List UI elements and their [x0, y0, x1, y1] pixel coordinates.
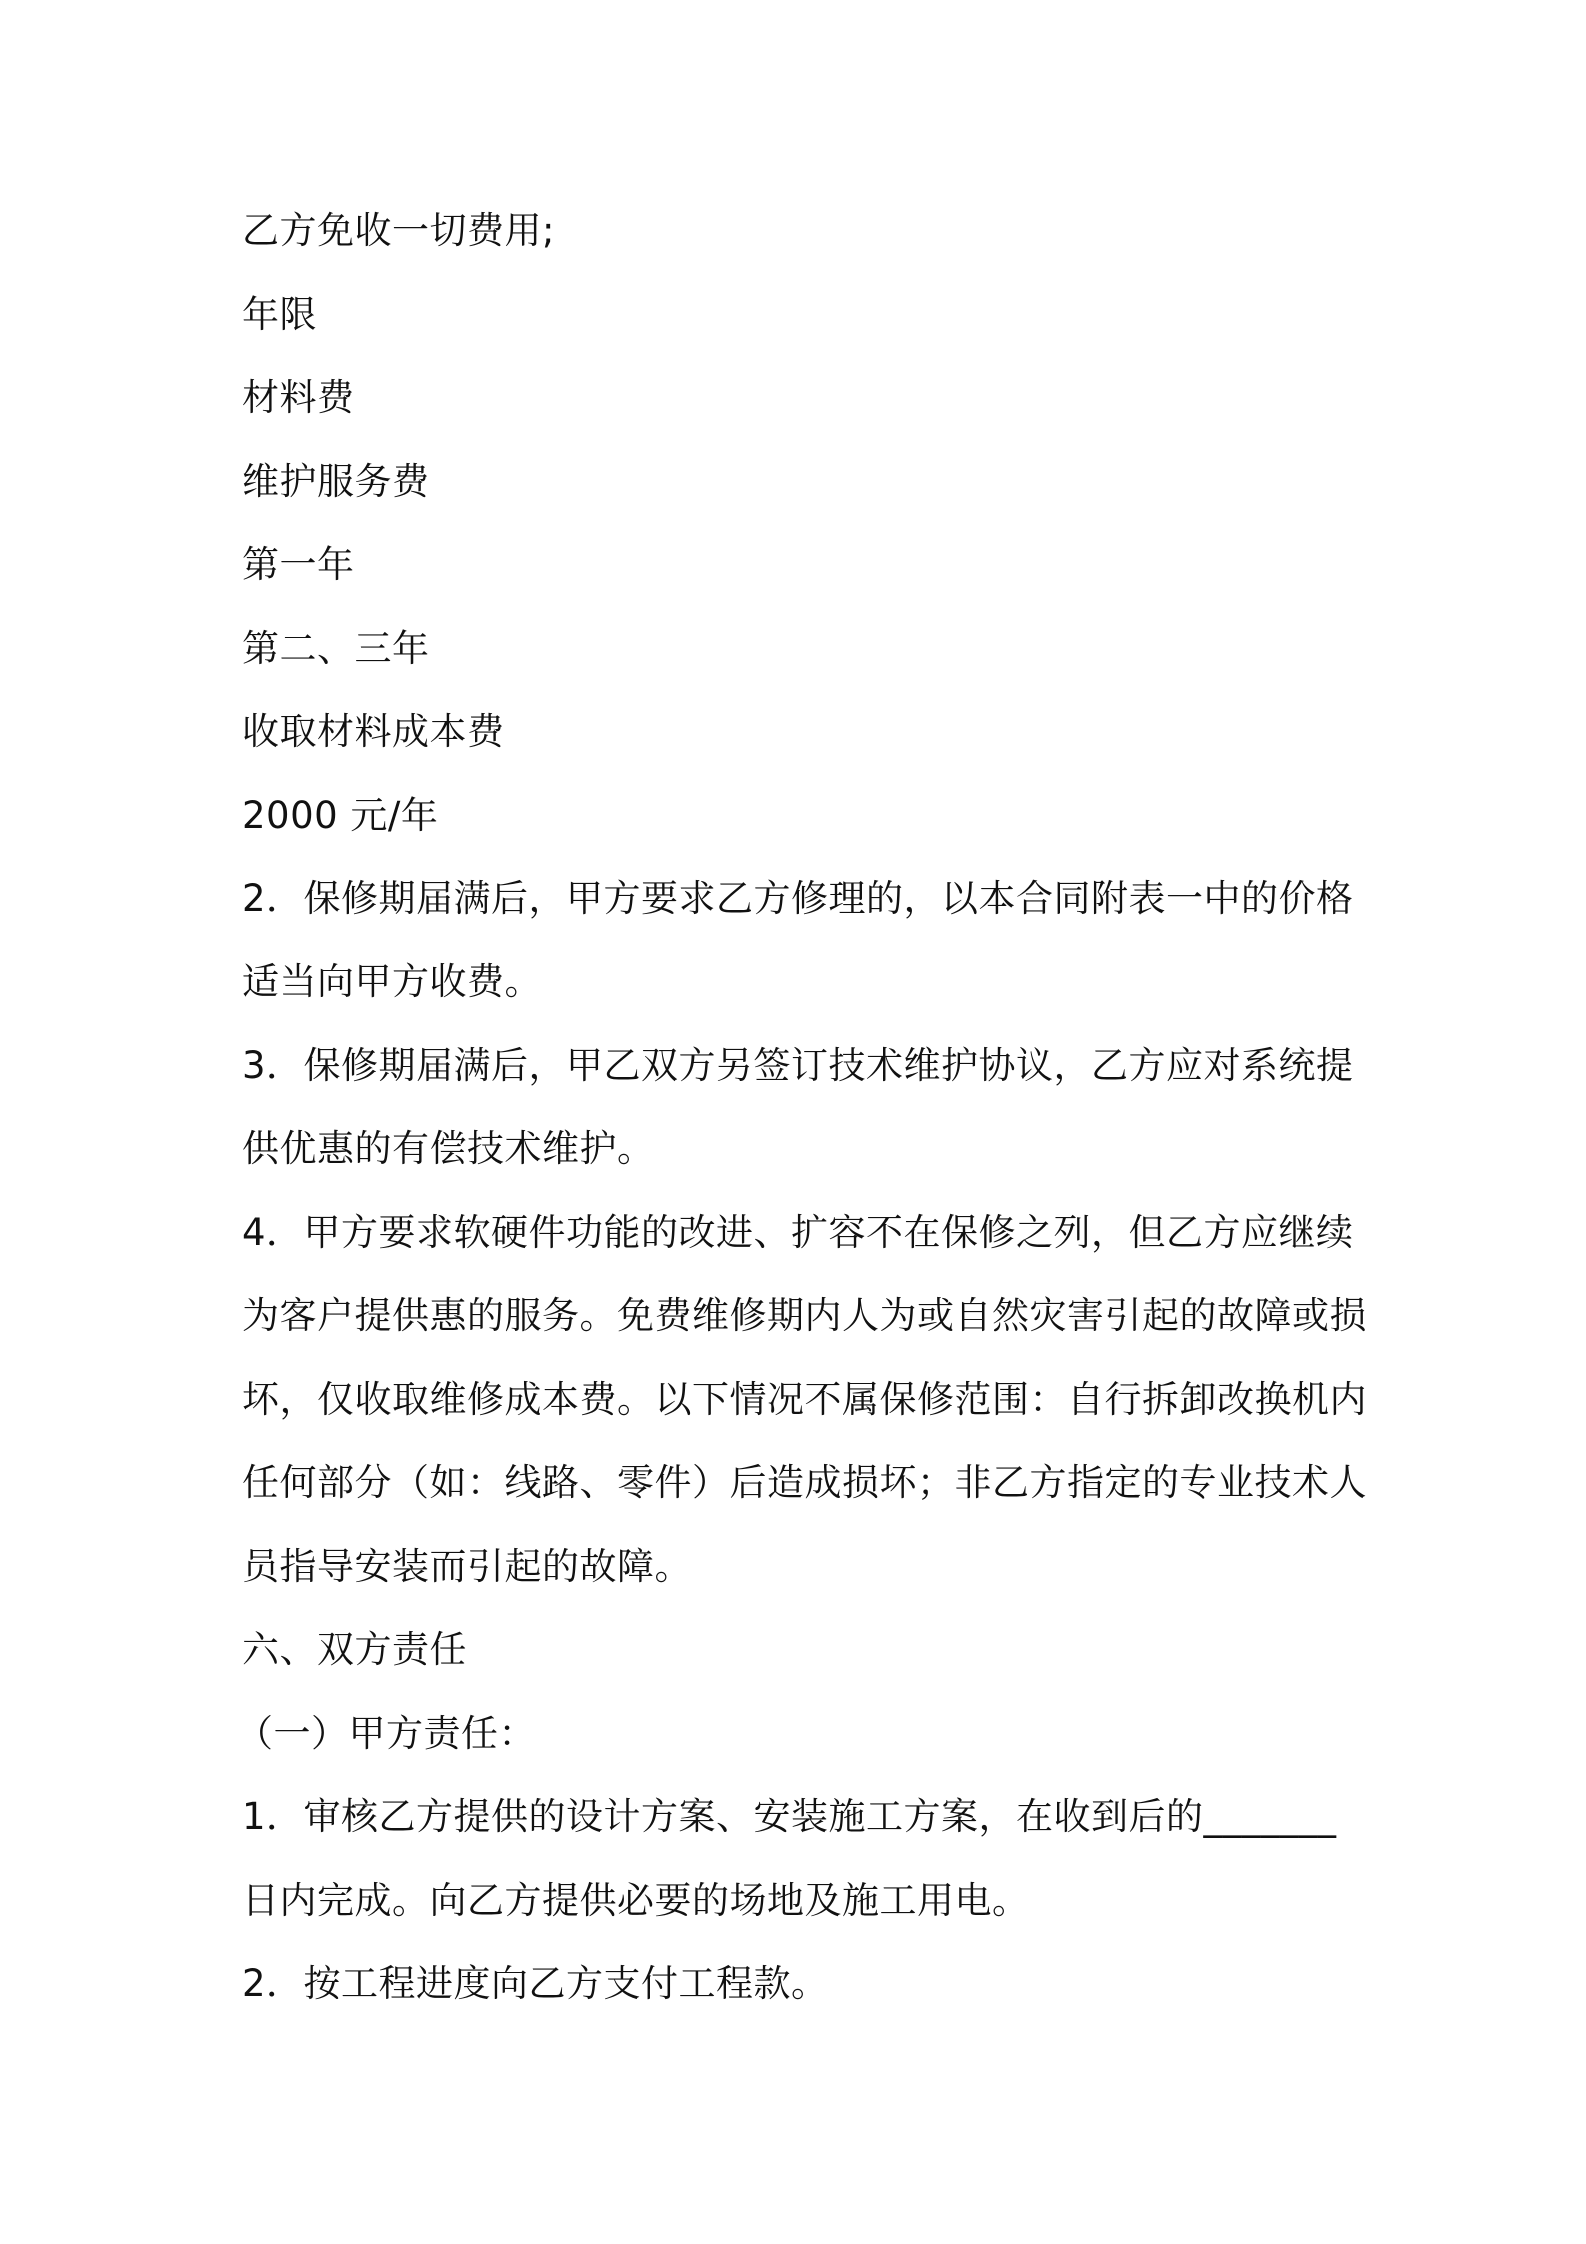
- paragraph-2-line-2: 适当向甲方收费。: [242, 960, 542, 1003]
- paragraph-3-line-2: 供优惠的有偿技术维护。: [242, 1127, 655, 1170]
- section-heading-responsibilities: 六、双方责任: [242, 1628, 467, 1671]
- text-line-material-cost: 收取材料成本费: [242, 710, 505, 753]
- paragraph-2-line-1: 2．保修期届满后，甲方要求乙方修理的，以本合同附表一中的价格: [242, 877, 1354, 920]
- party-a-item-1-line-2: 日内完成。向乙方提供必要的场地及施工用电。: [242, 1879, 1030, 1922]
- text-line-first-year: 第一年: [242, 543, 355, 586]
- party-a-item-1-line-1: 1．审核乙方提供的设计方案、安装施工方案，在收到后的_______: [242, 1795, 1337, 1838]
- paragraph-4-line-1: 4．甲方要求软硬件功能的改进、扩容不在保修之列，但乙方应继续: [242, 1211, 1354, 1254]
- party-a-item-2: 2．按工程进度向乙方支付工程款。: [242, 1962, 829, 2005]
- paragraph-4-line-4: 任何部分（如：线路、零件）后造成损坏；非乙方指定的专业技术人: [242, 1461, 1367, 1504]
- paragraph-4-line-2: 为客户提供惠的服务。免费维修期内人为或自然灾害引起的故障或损: [242, 1294, 1367, 1337]
- text-line-annual-fee: 2000 元/年: [242, 794, 439, 837]
- text-line-material-fee: 材料费: [242, 376, 355, 419]
- paragraph-4-line-5: 员指导安装而引起的故障。: [242, 1545, 692, 1588]
- text-line-maintenance-fee: 维护服务费: [242, 460, 430, 503]
- paragraph-3-line-1: 3．保修期届满后，甲乙双方另签订技术维护协议，乙方应对系统提: [242, 1044, 1354, 1087]
- subsection-heading-party-a: （一）甲方责任：: [236, 1712, 536, 1755]
- text-line-second-third-year: 第二、三年: [242, 627, 430, 670]
- text-line-term: 年限: [242, 293, 317, 336]
- paragraph-4-line-3: 坏，仅收取维修成本费。以下情况不属保修范围：自行拆卸改换机内: [242, 1378, 1367, 1421]
- text-line-fee-exemption: 乙方免收一切费用;: [242, 209, 555, 252]
